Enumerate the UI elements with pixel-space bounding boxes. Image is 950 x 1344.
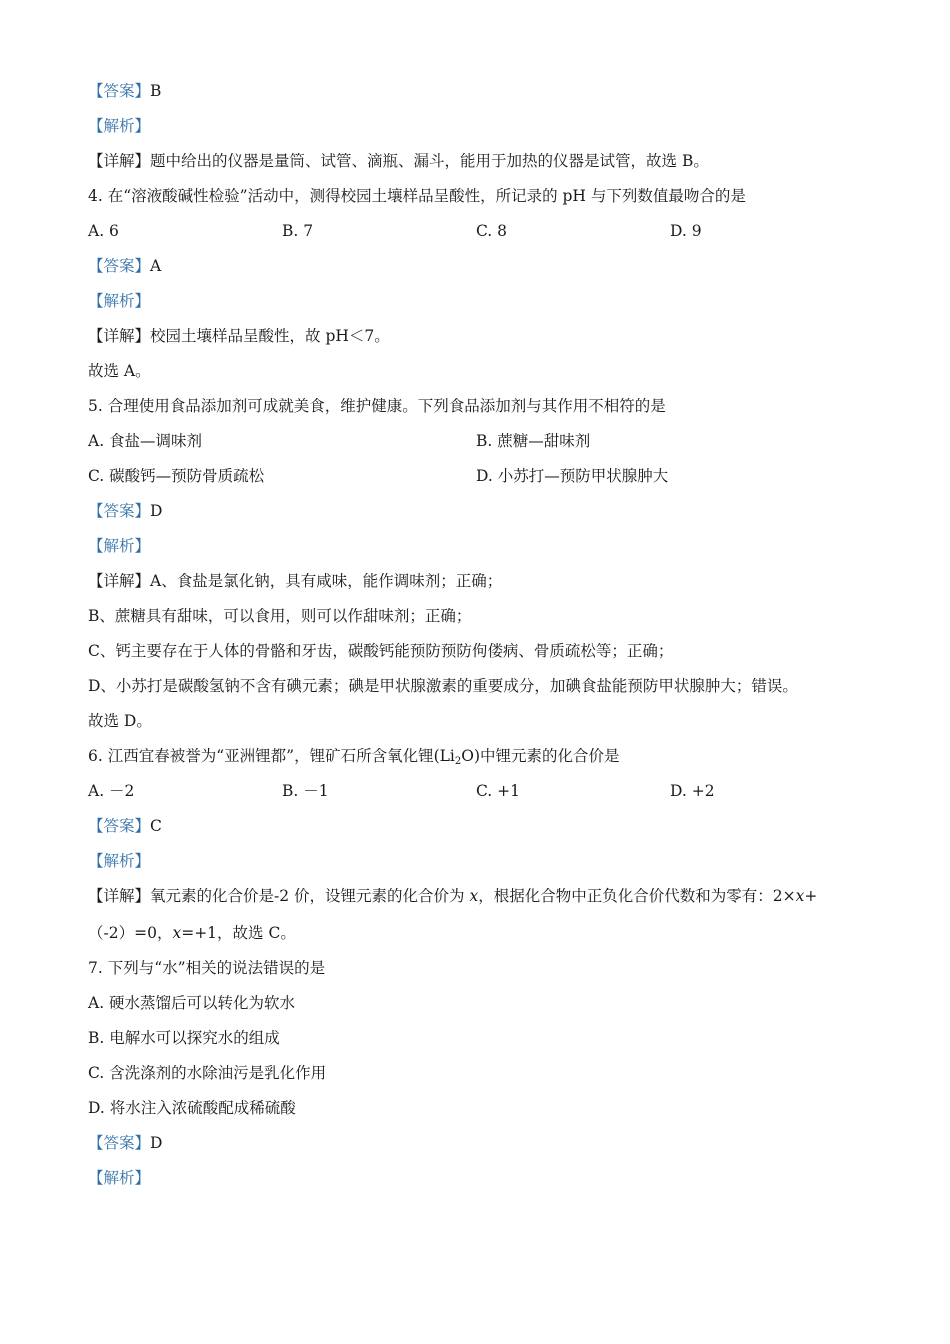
q7-stem: 7. 下列与“水”相关的说法错误的是 bbox=[88, 959, 326, 977]
q6-option-d: D. +2 bbox=[670, 782, 715, 800]
q5-option-a: A. 食盐—调味剂 bbox=[88, 432, 203, 450]
q5-conclusion: 故选 D。 bbox=[88, 712, 152, 730]
q4-stem: 4. 在“溶液酸碱性检验”活动中，测得校园土壤样品呈酸性，所记录的 pH 与下列数值最吻合的是 bbox=[88, 187, 746, 205]
q6-answer: 【答案】C bbox=[88, 817, 162, 835]
q4-analysis-label: 【解析】 bbox=[88, 292, 151, 310]
q4-option-d: D. 9 bbox=[670, 222, 702, 240]
q6-stem: 6. 江西宜春被誉为“亚洲锂都”，锂矿石所含氧化锂$(Li_2O)$中锂元素的化合价是 bbox=[88, 747, 620, 767]
q6-option-b: B. －1 bbox=[282, 782, 329, 800]
q7-answer: 【答案】D bbox=[88, 1134, 163, 1152]
q5-detail-line: B、蔗糖具有甜味，可以食用，则可以作甜味剂；正确； bbox=[88, 607, 472, 625]
q3-detail: 【详解】题中给出的仪器是量筒、试管、滴瓶、漏斗，能用于加热的仪器是试管，故选 B。 bbox=[88, 152, 709, 170]
q7-option-b: B. 电解水可以探究水的组成 bbox=[88, 1029, 280, 1047]
q5-detail-line: C、钙主要存在于人体的骨骼和牙齿，碳酸钙能预防预防佝偻病、骨质疏松等；正确； bbox=[88, 642, 674, 660]
q5-detail-line: D、小苏打是碳酸氢钠不含有碘元素；碘是甲状腺激素的重要成分，加碘食盐能预防甲状腺肿大；错误。 bbox=[88, 677, 798, 695]
q4-answer: 【答案】A bbox=[88, 257, 162, 275]
q5-option-b: B. 蔗糖—甜味剂 bbox=[476, 432, 591, 450]
q6-detail-line: （-2）=0，x=+1，故选 C。 bbox=[88, 924, 296, 942]
q4-conclusion: 故选 A。 bbox=[88, 362, 151, 380]
q6-detail-line: 【详解】氧元素的化合价是-2 价，设锂元素的化合价为 x，根据化合物中正负化合价代数和为零有：2×x+ bbox=[88, 887, 818, 905]
q6-option-c: C. +1 bbox=[476, 782, 521, 800]
q4-option-c: C. 8 bbox=[476, 222, 508, 240]
q7-analysis-label: 【解析】 bbox=[88, 1169, 151, 1187]
q5-analysis-label: 【解析】 bbox=[88, 537, 151, 555]
q7-option-a: A. 硬水蒸馏后可以转化为软水 bbox=[88, 994, 296, 1012]
q4-detail: 【详解】校园土壤样品呈酸性，故 pH＜7。 bbox=[88, 327, 390, 345]
q7-option-c: C. 含洗涤剂的水除油污是乳化作用 bbox=[88, 1064, 327, 1082]
q5-detail-line: 【详解】A、食盐是氯化钠，具有咸味，能作调味剂；正确； bbox=[88, 572, 503, 590]
q5-option-c: C. 碳酸钙—预防骨质疏松 bbox=[88, 467, 265, 485]
q3-answer: 【答案】B bbox=[88, 82, 162, 100]
q5-stem: 5. 合理使用食品添加剂可成就美食，维护健康。下列食品添加剂与其作用不相符的是 bbox=[88, 397, 666, 415]
q5-option-d: D. 小苏打—预防甲状腺肿大 bbox=[476, 467, 669, 485]
q7-option-d: D. 将水注入浓硫酸配成稀硫酸 bbox=[88, 1099, 296, 1117]
q4-option-b: B. 7 bbox=[282, 222, 314, 240]
q3-analysis-label: 【解析】 bbox=[88, 117, 151, 135]
q4-option-a: A. 6 bbox=[88, 222, 119, 240]
q6-analysis-label: 【解析】 bbox=[88, 852, 151, 870]
q5-answer: 【答案】D bbox=[88, 502, 163, 520]
q6-option-a: A. －2 bbox=[88, 782, 135, 800]
